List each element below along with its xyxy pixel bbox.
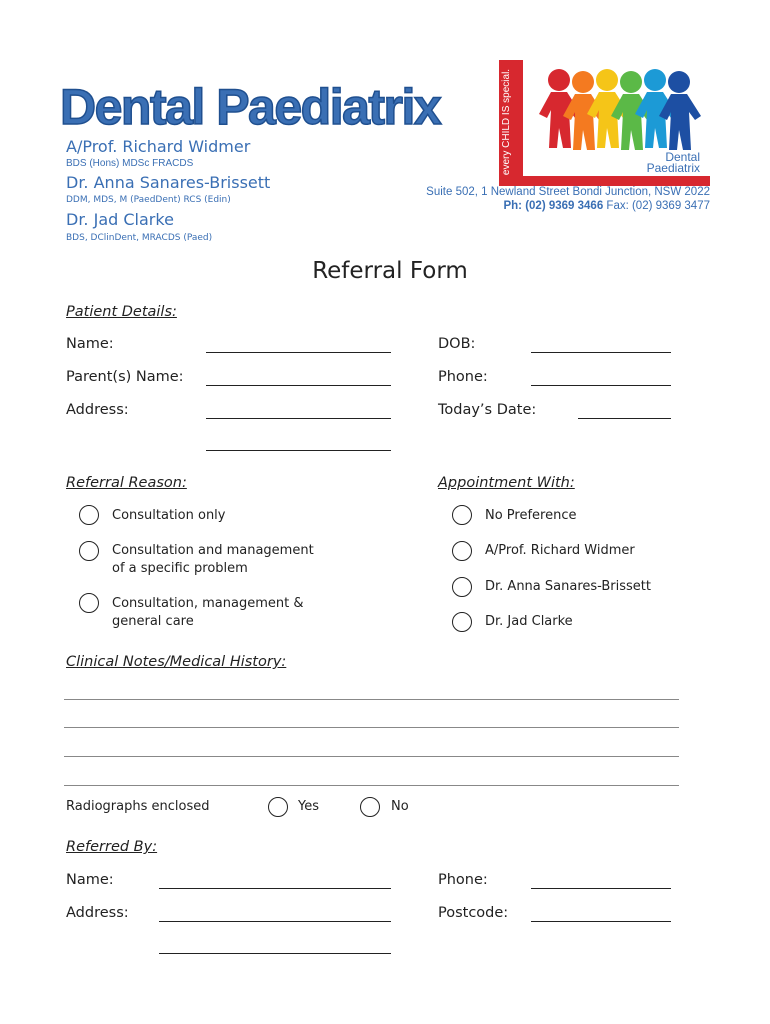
doctor-quals-2: DDM, MDS, M (PaedDent) RCS (Edin) [66, 195, 231, 205]
doctor-name-1: A/Prof. Richard Widmer [66, 137, 251, 156]
doctor-name-3: Dr. Jad Clarke [66, 210, 174, 229]
patient-address-label: Address: [66, 402, 129, 418]
referrer-name-label: Name: [66, 872, 114, 888]
appointment-option-label-1: No Preference [485, 508, 577, 523]
referrer-address-field-1[interactable] [159, 921, 391, 922]
patient-name-label: Name: [66, 336, 114, 352]
radiographs-yes-label: Yes [298, 799, 319, 814]
dob-label: DOB: [438, 336, 476, 352]
badge-slogan: every CHILD IS special. [501, 68, 512, 176]
referral-option-radio-2[interactable] [79, 541, 99, 561]
radiographs-no-radio[interactable] [360, 797, 380, 817]
todays-date-field[interactable] [578, 418, 671, 419]
todays-date-label: Today’s Date: [438, 402, 537, 418]
referral-option-label-1: Consultation only [112, 508, 226, 523]
doctor-name-2: Dr. Anna Sanares-Brissett [66, 173, 271, 192]
referrer-postcode-label: Postcode: [438, 905, 509, 921]
appointment-option-radio-4[interactable] [452, 612, 472, 632]
appointment-option-radio-2[interactable] [452, 541, 472, 561]
clinical-notes-line-3[interactable] [64, 756, 679, 757]
dob-field[interactable] [531, 352, 671, 353]
patient-address-field-1[interactable] [206, 418, 391, 419]
form-title: Referral Form [312, 258, 468, 284]
badge-bottom-strip [523, 176, 710, 186]
clinical-notes-line-1[interactable] [64, 699, 679, 700]
radiographs-label: Radiographs enclosed [66, 799, 210, 814]
patient-address-field-2[interactable] [206, 450, 391, 451]
parents-name-field[interactable] [206, 385, 391, 386]
clinical-notes-line-2[interactable] [64, 727, 679, 728]
referrer-phone-label: Phone: [438, 872, 488, 888]
badge-brand-line1: Dental [665, 150, 700, 164]
referral-option-radio-1[interactable] [79, 505, 99, 525]
appointment-option-label-4: Dr. Jad Clarke [485, 614, 573, 629]
referrer-postcode-field[interactable] [531, 921, 671, 922]
referral-option-radio-3[interactable] [79, 593, 99, 613]
doctor-quals-3: BDS, DClinDent, MRACDS (Paed) [66, 233, 213, 243]
doctor-quals-1: BDS (Hons) MDSc FRACDS [66, 158, 194, 169]
appointment-option-label-2: A/Prof. Richard Widmer [485, 543, 635, 558]
patient-phone-label: Phone: [438, 369, 488, 385]
parents-name-label: Parent(s) Name: [66, 369, 184, 385]
practice-contacts [503, 200, 710, 212]
referrer-name-field[interactable] [159, 888, 391, 889]
referred-by-heading: Referred By: [66, 839, 158, 855]
patient-details-heading: Patient Details: [66, 304, 177, 320]
practice-logo-badge [499, 60, 710, 186]
radiographs-yes-radio[interactable] [268, 797, 288, 817]
clinical-notes-heading: Clinical Notes/Medical History: [66, 654, 287, 670]
referral-option-label-3: Consultation, management & general care [112, 596, 304, 629]
clinical-notes-line-4[interactable] [64, 785, 679, 786]
practice-fax: Fax: (02) 9369 3477 [606, 200, 710, 212]
referral-reason-heading: Referral Reason: [66, 475, 187, 491]
referrer-phone-field[interactable] [531, 888, 671, 889]
referrer-address-field-2[interactable] [159, 953, 391, 954]
appointment-option-radio-3[interactable] [452, 577, 472, 597]
practice-phone: Ph: (02) 9369 3466 [503, 200, 604, 212]
appointment-with-heading: Appointment With: [438, 475, 575, 491]
referrer-address-label: Address: [66, 905, 129, 921]
badge-brand-line2: Paediatrix [646, 161, 700, 175]
practice-address: Suite 502, 1 Newland Street Bondi Junction, NSW 2022 [426, 186, 710, 198]
patient-name-field[interactable] [206, 352, 391, 353]
referral-option-label-2: Consultation and management of a specific problem [112, 543, 314, 576]
logo-title: Dental Paediatrix [60, 79, 441, 135]
appointment-option-radio-1[interactable] [452, 505, 472, 525]
radiographs-no-label: No [391, 799, 409, 814]
badge-brand [647, 152, 700, 174]
appointment-option-label-3: Dr. Anna Sanares-Brissett [485, 579, 651, 594]
patient-phone-field[interactable] [531, 385, 671, 386]
